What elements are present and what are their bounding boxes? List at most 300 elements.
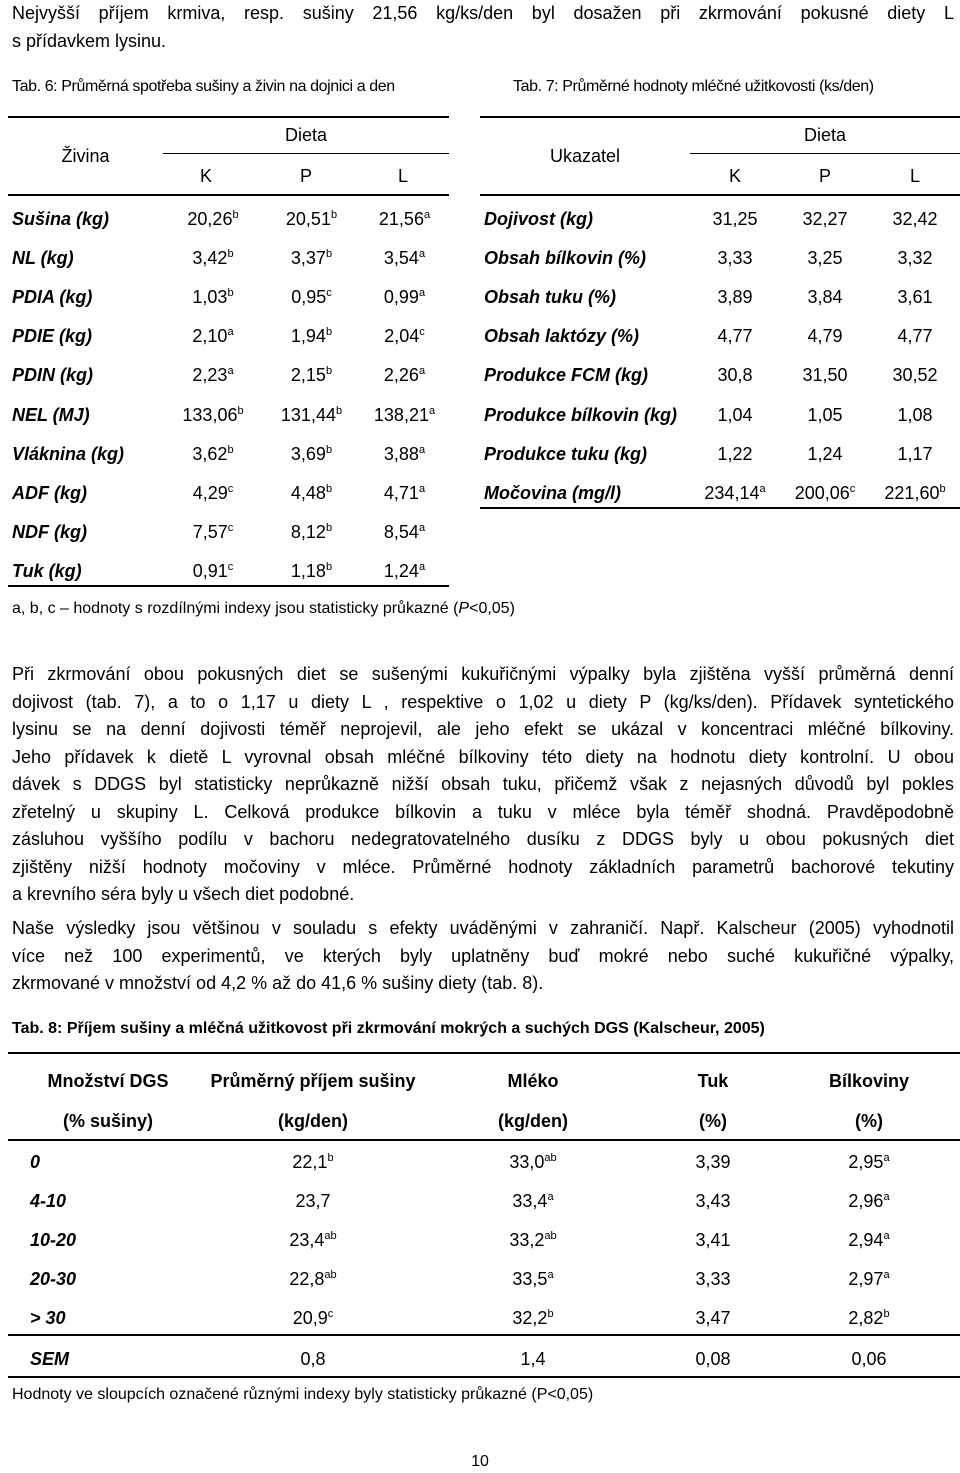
- value-cell: [778, 1143, 960, 1182]
- value: 33,0: [509, 1152, 545, 1173]
- value: 2,23: [192, 365, 228, 386]
- row-label: 20-30: [30, 1269, 77, 1290]
- value-cell: [360, 474, 449, 513]
- significance-index: c: [227, 521, 234, 534]
- value-cell: [263, 395, 360, 434]
- value-cell: [418, 1221, 648, 1260]
- table-row: [484, 317, 960, 356]
- significance-index: c: [419, 326, 425, 339]
- value-cell: [648, 1182, 778, 1221]
- row-label: 4-10: [30, 1191, 67, 1212]
- value: 2,96: [848, 1191, 884, 1212]
- significance-index: b: [325, 443, 333, 456]
- table-row: [484, 435, 960, 474]
- value: 2,95: [848, 1152, 884, 1173]
- value: 4,77: [897, 326, 933, 347]
- column-header: Bílkoviny: [828, 1070, 910, 1091]
- value-cell: [870, 200, 960, 239]
- value: 3,54: [383, 248, 419, 269]
- value: 3,39: [695, 1152, 731, 1173]
- significance-index: b: [939, 482, 946, 495]
- column-header: Mléko: [507, 1070, 559, 1091]
- significance-index: a: [418, 560, 426, 573]
- value: 3,32: [897, 248, 933, 269]
- value-cell: [418, 1260, 648, 1299]
- significance-index: ab: [324, 1230, 337, 1243]
- value: 3,42: [192, 248, 228, 269]
- value: 1,17: [897, 443, 933, 464]
- tab8-top-rule: [8, 1052, 960, 1054]
- value-cell: [690, 435, 780, 474]
- significance-index: b: [325, 248, 333, 261]
- table-row: [12, 435, 449, 474]
- row-label: PDIE (kg): [12, 326, 93, 347]
- column-unit: (kg/den): [278, 1110, 348, 1131]
- tab7-group-rule: [690, 153, 960, 154]
- text-line: zásluhou vyššího podílu v bachoru nedegratovatelného dusíku z DDGS byly u obou pokusných diet: [12, 829, 954, 849]
- table-row: [484, 239, 960, 278]
- value-cell: [648, 1143, 778, 1182]
- value-cell: [360, 200, 449, 239]
- significance-index: c: [326, 287, 332, 300]
- value-cell: [690, 317, 780, 356]
- value-cell: [780, 356, 870, 395]
- value: 0,8: [300, 1348, 326, 1369]
- table-row: [12, 513, 449, 552]
- value-cell: [780, 200, 870, 239]
- value-cell: [208, 1143, 418, 1182]
- value-cell: [208, 1221, 418, 1260]
- significance-index: b: [327, 1152, 334, 1165]
- value-cell: [870, 435, 960, 474]
- significance-index: b: [325, 365, 333, 378]
- significance-index: a: [418, 443, 426, 456]
- tab6-7-footnote: [12, 600, 515, 618]
- tab6-col-l: L: [397, 166, 408, 186]
- table-row: [12, 239, 449, 278]
- row-label: Produkce tuku (kg): [484, 443, 648, 464]
- value: 0,06: [851, 1348, 887, 1369]
- significance-index: b: [335, 404, 343, 417]
- tab7-group-label: Dieta: [803, 125, 847, 145]
- column-unit: (% sušiny): [62, 1110, 154, 1131]
- value-cell: [360, 513, 449, 552]
- significance-index: b: [547, 1308, 554, 1321]
- significance-index: b: [227, 443, 234, 456]
- table-row: [12, 317, 449, 356]
- row-label: Produkce FCM (kg): [484, 365, 649, 386]
- value-cell: [263, 474, 360, 513]
- value: 3,62: [192, 443, 228, 464]
- row-label: SEM: [30, 1348, 70, 1369]
- value-cell: [870, 239, 960, 278]
- value: 1,4: [520, 1348, 546, 1369]
- value: 21,56: [378, 209, 424, 230]
- value-cell: [163, 356, 263, 395]
- value-cell: [648, 1221, 778, 1260]
- row-label: NDF (kg): [12, 521, 87, 542]
- table-row: [484, 474, 960, 513]
- significance-index: a: [418, 287, 426, 300]
- table-row: [12, 552, 449, 591]
- row-label: Vláknina (kg): [12, 443, 125, 464]
- value-cell: [870, 317, 960, 356]
- table-row: [8, 1299, 960, 1338]
- significance-index: a: [547, 1191, 554, 1204]
- value-cell: [263, 278, 360, 317]
- value: 1,03: [192, 287, 228, 308]
- table-row: [484, 278, 960, 317]
- value: 32,27: [802, 209, 848, 230]
- paragraph-results: [12, 661, 954, 909]
- significance-index: c: [227, 560, 234, 573]
- table-row: [484, 200, 960, 239]
- value-cell: [360, 356, 449, 395]
- tab6-top-rule: [8, 116, 449, 118]
- text-line: Naše výsledky jsou většinou v souladu s efekty uváděnými v zahraničí. Např. Kalscheur (2005) vyhodnotil: [12, 918, 954, 938]
- value-cell: [360, 278, 449, 317]
- tab6-col-p: P: [299, 166, 312, 186]
- tab6-col-k: K: [199, 166, 212, 186]
- value-cell: [263, 356, 360, 395]
- value: 2,10: [192, 326, 228, 347]
- significance-index: a: [547, 1269, 554, 1282]
- value: 3,37: [290, 248, 326, 269]
- value: 3,25: [807, 248, 843, 269]
- value: 4,48: [290, 482, 326, 503]
- value-cell: [780, 435, 870, 474]
- row-label: ADF (kg): [12, 482, 87, 503]
- value: 31,25: [712, 209, 758, 230]
- table-row: [12, 200, 449, 239]
- column-header: Tuk: [697, 1070, 729, 1091]
- table-row: [12, 356, 449, 395]
- significance-index: a: [423, 209, 431, 222]
- row-label: Produkce bílkovin (kg): [484, 404, 678, 425]
- value: 30,8: [717, 365, 753, 386]
- text-line: Při zkrmování obou pokusných diet se sušenými kukuřičnými výpalky byla zjištěna vyšší průměrná denní: [12, 664, 954, 684]
- value-cell: [263, 552, 360, 591]
- value-cell: [263, 435, 360, 474]
- value-cell: [360, 435, 449, 474]
- table-row: [8, 1338, 960, 1380]
- value: 33,2: [509, 1230, 545, 1251]
- value: 3,84: [807, 287, 843, 308]
- value: 22,8: [289, 1269, 325, 1290]
- table-row: [484, 395, 960, 434]
- tab6-table: [12, 200, 449, 591]
- value: 0,99: [383, 287, 419, 308]
- value-cell: [163, 317, 263, 356]
- value-cell: [778, 1182, 960, 1221]
- significance-index: a: [418, 521, 426, 534]
- text-line: zjištěny nižší hodnoty močoviny v mléce. Průměrné hodnoty základních parametrů bachorové tekutiny: [12, 856, 954, 877]
- row-label: NL (kg): [12, 248, 74, 269]
- tab7-col-label: Ukazatel: [549, 146, 621, 166]
- tab6-group-label: Dieta: [284, 125, 328, 145]
- value-cell: [690, 278, 780, 317]
- footnote-tail: <0,05): [469, 600, 515, 617]
- text-line: zřetelný u skupiny L. Celková produkce bílkovin a tuku v mléce byla téměř shodná. Pravděpodobně: [12, 801, 954, 822]
- value: 30,52: [892, 365, 938, 386]
- text-line: zkrmované v množství od 4,2 % až do 41,6 % sušiny diety (tab. 8).: [12, 973, 544, 993]
- significance-index: a: [883, 1269, 890, 1282]
- value: 22,1: [292, 1152, 328, 1173]
- significance-index: b: [227, 287, 234, 300]
- significance-index: a: [418, 482, 426, 495]
- value-cell: [163, 395, 263, 434]
- value-cell: [870, 395, 960, 434]
- value: 23,4: [289, 1230, 325, 1251]
- significance-index: a: [418, 365, 426, 378]
- significance-index: c: [849, 482, 856, 495]
- value-cell: [418, 1143, 648, 1182]
- text-line: dojivost (tab. 7), a to o 1,17 u diety L , respektive o 1,02 u diety P (kg/ks/den). Přídavek syntetického: [12, 691, 954, 712]
- row-label: NEL (MJ): [12, 404, 90, 425]
- value-cell: [780, 395, 870, 434]
- tab8-table: [8, 1063, 960, 1380]
- significance-index: a: [227, 326, 234, 339]
- text-line: lysinu se na denní dojivosti téměř neprojevil, ale jeho efekt se ukázal v koncentraci mléčné bílkoviny.: [12, 719, 954, 739]
- value: 8,54: [383, 521, 419, 542]
- value: 2,04: [384, 326, 420, 347]
- row-label: Močovina (mg/l): [484, 482, 622, 503]
- value: 2,82: [848, 1308, 884, 1329]
- significance-index: a: [883, 1191, 890, 1204]
- value: 20,9: [292, 1308, 328, 1329]
- paragraph-literature: [12, 915, 954, 998]
- value: 4,29: [192, 482, 228, 503]
- value-cell: [263, 317, 360, 356]
- significance-index: b: [227, 248, 234, 261]
- row-label: PDIA (kg): [12, 287, 93, 308]
- value: 3,61: [897, 287, 933, 308]
- tab6-col-label: Živina: [61, 146, 110, 166]
- significance-index: b: [330, 209, 338, 222]
- tab6-header-rule: [8, 194, 449, 196]
- tab7-col-p: P: [818, 166, 831, 186]
- value-cell: [208, 1299, 418, 1338]
- value-cell: [690, 356, 780, 395]
- value: 32,2: [512, 1308, 548, 1329]
- value-cell: [208, 1182, 418, 1221]
- value: 20,51: [285, 209, 331, 230]
- significance-index: b: [325, 326, 333, 339]
- value-cell: [870, 278, 960, 317]
- value: 7,57: [192, 521, 228, 542]
- value: 33,4: [512, 1191, 548, 1212]
- table-row: [12, 278, 449, 317]
- value: 3,41: [695, 1230, 731, 1251]
- value-cell: [360, 317, 449, 356]
- value-cell: [778, 1260, 960, 1299]
- value: 32,42: [892, 209, 938, 230]
- value: 3,88: [383, 443, 419, 464]
- value-cell: [870, 356, 960, 395]
- value-cell: [418, 1299, 648, 1338]
- value-cell: [690, 395, 780, 434]
- value-cell: [690, 200, 780, 239]
- value-cell: [778, 1338, 960, 1380]
- value: 4,79: [807, 326, 843, 347]
- significance-index: a: [883, 1230, 890, 1243]
- value: 33,5: [512, 1269, 548, 1290]
- value: 3,89: [717, 287, 753, 308]
- value: 3,43: [695, 1191, 731, 1212]
- column-unit: (%): [699, 1110, 727, 1131]
- value-cell: [208, 1338, 418, 1380]
- row-label: PDIN (kg): [12, 365, 93, 386]
- page-number: 10: [471, 1453, 489, 1470]
- value: 3,69: [290, 443, 326, 464]
- tab7-top-rule: [480, 116, 960, 118]
- tab7-col-k: K: [728, 166, 741, 186]
- value-cell: [163, 239, 263, 278]
- table-row: [8, 1182, 960, 1221]
- significance-index: ab: [544, 1152, 557, 1165]
- value: 2,94: [848, 1230, 884, 1251]
- value: 1,05: [807, 404, 843, 425]
- value-cell: [360, 239, 449, 278]
- value-cell: [163, 552, 263, 591]
- value-cell: [418, 1182, 648, 1221]
- significance-index: a: [418, 248, 426, 261]
- value: 2,26: [383, 365, 419, 386]
- value: 0,95: [291, 287, 327, 308]
- row-label: Sušina (kg): [12, 209, 110, 230]
- value: 3,47: [695, 1308, 731, 1329]
- column-header: Průměrný příjem sušiny: [210, 1070, 416, 1091]
- tab8-footnote: Hodnoty ve sloupcích označené různými indexy byly statisticky průkazné (P<0,05): [12, 1386, 594, 1403]
- value: 31,50: [802, 365, 848, 386]
- value-cell: [263, 239, 360, 278]
- significance-index: a: [759, 482, 766, 495]
- value-cell: [778, 1299, 960, 1338]
- footnote-text: a, b, c – hodnoty s rozdílnými indexy jsou statisticky průkazné (: [12, 600, 459, 617]
- tab7-caption: Tab. 7: Průměrné hodnoty mléčné užitkovosti (ks/den): [513, 78, 874, 95]
- significance-index: a: [883, 1152, 890, 1165]
- value-cell: [780, 317, 870, 356]
- text-line: dávek s DDGS byl statisticky neprůkazně nižší obsah tuku, přičemž však z nejasných důvodů byl pokles: [12, 774, 954, 794]
- significance-index: a: [227, 365, 234, 378]
- significance-index: b: [325, 560, 333, 573]
- value: 1,24: [807, 443, 843, 464]
- text-line: více než 100 experimentů, ve kterých byly uplatněny buď mokré nebo suché kukuřičné výpalky,: [12, 945, 954, 966]
- value-cell: [263, 200, 360, 239]
- value: 200,06: [794, 482, 850, 503]
- row-label: Obsah tuku (%): [484, 287, 617, 308]
- tab7-header-rule: [480, 194, 960, 196]
- value: 0,91: [192, 560, 228, 581]
- significance-index: b: [325, 521, 333, 534]
- table-row: [484, 356, 960, 395]
- significance-index: b: [232, 209, 239, 222]
- value: 1,08: [897, 404, 933, 425]
- column-header: Množství DGS: [47, 1070, 169, 1091]
- table-row: [12, 474, 449, 513]
- intro-paragraph: [12, 0, 954, 55]
- value: 1,22: [717, 443, 753, 464]
- value-cell: [360, 395, 449, 434]
- value-cell: [690, 239, 780, 278]
- table-row: [12, 395, 449, 434]
- intro-line: Nejvyšší příjem krmiva, resp. sušiny 21,56 kg/ks/den byl dosažen při zkrmování pokusné diety L: [12, 3, 954, 23]
- value: 1,04: [717, 404, 753, 425]
- value-cell: [690, 474, 780, 513]
- text-line: Jeho přídavek k dietě L vyrovnal obsah mléčné bílkoviny této diety na hodnotu diety kontrolní. U obou: [12, 746, 954, 767]
- value-cell: [163, 200, 263, 239]
- value-cell: [360, 552, 449, 591]
- value: 3,33: [695, 1269, 731, 1290]
- row-label: 0: [30, 1152, 41, 1173]
- value-cell: [263, 513, 360, 552]
- significance-index: b: [325, 482, 333, 495]
- value: 138,21: [373, 404, 429, 425]
- table-row: [8, 1143, 960, 1182]
- row-label: Dojivost (kg): [484, 209, 594, 230]
- tab6-caption: Tab. 6: Průměrná spotřeba sušiny a živin na dojnici a den: [12, 78, 395, 95]
- value-cell: [163, 513, 263, 552]
- footnote-p: P: [458, 600, 470, 617]
- value: 3,33: [717, 248, 753, 269]
- table-row: [8, 1221, 960, 1260]
- value: 4,77: [717, 326, 753, 347]
- value: 20,26: [187, 209, 233, 230]
- value: 8,12: [290, 521, 326, 542]
- value-cell: [648, 1260, 778, 1299]
- value: 133,06: [182, 404, 238, 425]
- value-cell: [418, 1338, 648, 1380]
- column-unit: (kg/den): [498, 1110, 568, 1131]
- row-label: 10-20: [30, 1230, 77, 1251]
- significance-index: ab: [544, 1230, 557, 1243]
- row-label: Obsah bílkovin (%): [484, 248, 647, 269]
- tab6-group-rule: [163, 153, 449, 154]
- value-cell: [163, 474, 263, 513]
- row-label: > 30: [30, 1308, 66, 1329]
- significance-index: b: [237, 404, 244, 417]
- text-line: a krevního séra byly u všech diet podobné.: [12, 884, 355, 904]
- value-cell: [780, 278, 870, 317]
- significance-index: c: [327, 1308, 334, 1321]
- value: 234,14: [704, 482, 760, 503]
- value: 4,71: [383, 482, 419, 503]
- row-label: Tuk (kg): [12, 560, 82, 581]
- column-unit: (%): [855, 1110, 883, 1131]
- significance-index: b: [883, 1308, 890, 1321]
- value: 0,08: [695, 1348, 731, 1369]
- significance-index: ab: [324, 1269, 337, 1282]
- value: 1,94: [290, 326, 326, 347]
- value: 221,60: [884, 482, 940, 503]
- significance-index: a: [428, 404, 436, 417]
- value: 1,24: [383, 560, 419, 581]
- tab8-caption: Tab. 8: Příjem sušiny a mléčná užitkovost při zkrmování mokrých a suchých DGS (Kalscheur, 2005): [12, 1020, 765, 1037]
- intro-line: s přídavkem lysinu.: [12, 30, 167, 51]
- value: 2,97: [848, 1269, 884, 1290]
- value: 131,44: [280, 404, 336, 425]
- value: 2,15: [290, 365, 326, 386]
- value-cell: [163, 435, 263, 474]
- value-cell: [163, 278, 263, 317]
- value: 1,18: [290, 560, 326, 581]
- significance-index: c: [227, 482, 234, 495]
- tab7-table: [484, 200, 960, 513]
- tab7-col-l: L: [909, 166, 920, 186]
- value-cell: [780, 474, 870, 513]
- row-label: Obsah laktózy (%): [484, 326, 640, 347]
- value-cell: [780, 239, 870, 278]
